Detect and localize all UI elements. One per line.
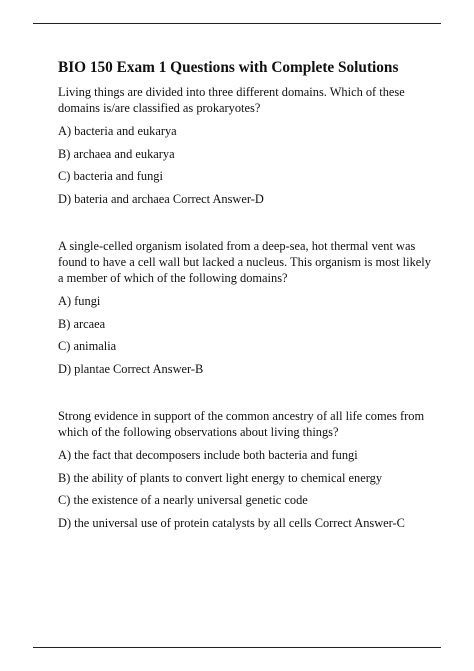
question-3 <box>58 408 438 531</box>
document-title: BIO 150 Exam 1 Questions with Complete Solutions <box>58 59 399 76</box>
answer-option-d: D) bateria and archaea Correct Answer-D <box>58 191 264 206</box>
answer-option-a: A) bacteria and eukarya <box>58 124 177 138</box>
document-content <box>58 58 438 537</box>
answer-option-d: D) plantae Correct Answer-B <box>58 361 204 376</box>
question-spacer <box>58 383 438 408</box>
top-divider <box>33 23 441 24</box>
answer-option-a: A) fungi <box>58 294 101 308</box>
answer-option-d: D) the universal use of protein catalysts by all cells Correct Answer-C <box>58 515 405 530</box>
question-text: A single-celled organism isolated from a deep-sea, hot thermal vent was found to have a cell wall but lacked a nucleus. This organism is most likely a member of which of the following domains? <box>58 239 431 285</box>
answer-option-b: B) arcaea <box>58 316 106 331</box>
answer-option-a: A) the fact that decomposers include both bacteria and fungi <box>58 448 358 462</box>
question-2 <box>58 238 438 377</box>
answer-option-c: C) the existence of a nearly universal genetic code <box>58 493 308 507</box>
bottom-divider <box>33 647 441 648</box>
question-text: Strong evidence in support of the common ancestry of all life comes from which of the following observations about living things? <box>58 409 425 439</box>
question-spacer <box>58 213 438 238</box>
answer-option-b: B) the ability of plants to convert light energy to chemical energy <box>58 470 383 485</box>
answer-option-c: C) bacteria and fungi <box>58 169 163 183</box>
question-1 <box>58 84 438 207</box>
answer-option-c: C) animalia <box>58 339 117 353</box>
question-text: Living things are divided into three different domains. Which of these domains is/are classified as prokaryotes? <box>58 85 405 115</box>
answer-option-b: B) archaea and eukarya <box>58 146 175 161</box>
